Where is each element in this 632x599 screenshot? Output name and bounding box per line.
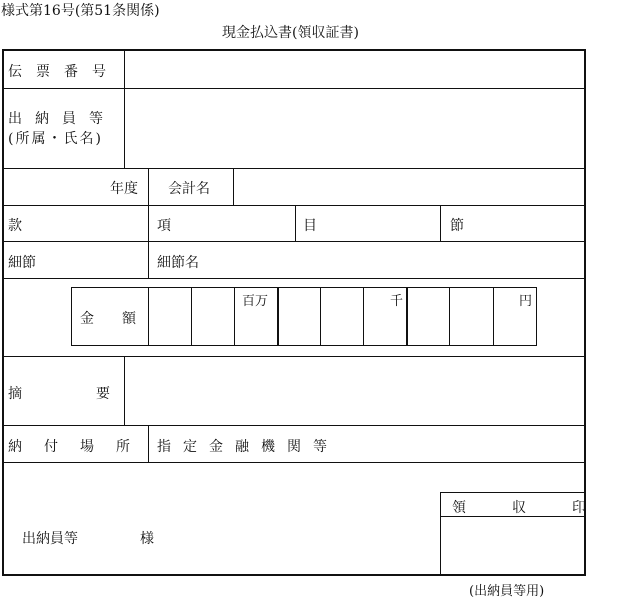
cashier-label-line2: (所属・氏名) [8,131,103,147]
amount-col-separator [277,287,279,346]
account-name-label: 会計名 [168,181,210,197]
slip-number-label [8,61,120,81]
amount-col [363,287,364,346]
col-divider [295,205,296,241]
row-divider [2,88,586,89]
kan-label: 款 [8,218,22,234]
fiscal-year-label: 年度 [110,181,138,197]
receipt-seal-label: 領収印 [452,500,632,516]
amount-label: 金額 [80,311,164,327]
cashier-recipient: 出納員等 [22,531,78,547]
col-divider [124,50,125,168]
col-divider [440,205,441,241]
amount-col [449,287,450,346]
amount-col [320,287,321,346]
row-divider [2,278,586,279]
payment-place-value: 指定金融機関等 [157,439,339,455]
row-divider [2,205,586,206]
footnote: (出納員等用) [469,584,545,599]
amount-col-separator [406,287,408,346]
row-divider [2,241,586,242]
unit-thousand: 千 [390,294,404,309]
moku-label: 目 [303,218,317,234]
saisetsu-label: 細節 [8,255,36,271]
saisetsu-name-label: 細節名 [157,255,199,271]
summary-label: 摘要 [8,386,184,402]
amount-col [234,287,235,346]
form-number: 様式第16号(第51条関係) [1,3,160,19]
amount-col [191,287,192,346]
cashier-label-line1: 出納員等 [8,111,116,127]
setsu-label: 節 [450,218,464,234]
unit-yen: 円 [519,294,533,309]
slip-number-text: 伝票番号 [8,64,120,80]
unit-million: 百万 [242,294,269,309]
cashier-label [8,109,118,149]
form-title: 現金払込書(領収証書) [222,25,359,41]
row-divider [2,462,586,463]
row-divider [2,356,586,357]
kou-label: 項 [157,218,171,234]
payment-place-label: 納付場所 [8,439,152,455]
row-divider [2,168,586,169]
row-divider [2,425,586,426]
col-divider [233,168,234,205]
sama-suffix: 様 [140,531,154,547]
col-divider [148,168,149,278]
amount-col [493,287,494,346]
